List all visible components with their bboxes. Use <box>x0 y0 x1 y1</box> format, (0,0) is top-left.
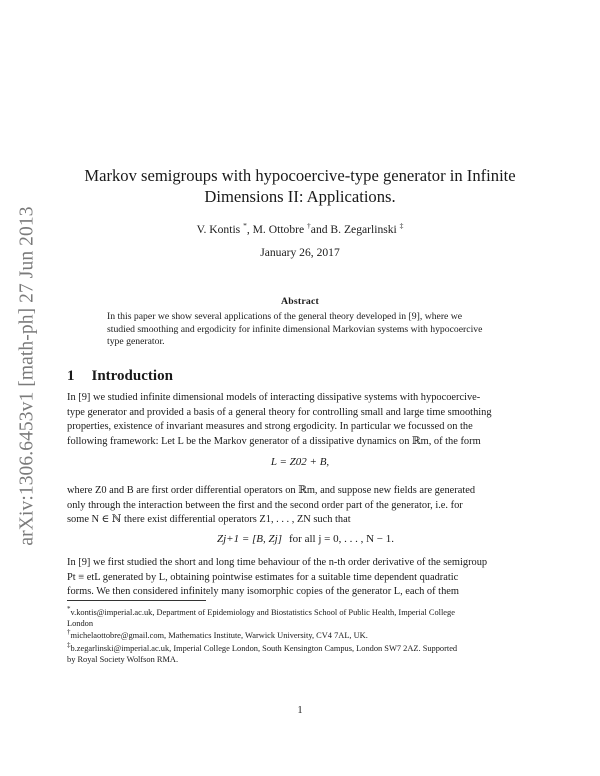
section-heading <box>67 368 173 385</box>
paragraph-line: where Z0 and B are first order differential operators on ℝm, and suppose new fields are generated <box>67 485 476 496</box>
footnote-mark: † <box>67 628 71 636</box>
footnote-line: by Royal Society Wolfson RMA. <box>67 655 179 664</box>
footnote-3 <box>67 640 533 665</box>
title-line-1: Markov semigroups with hypocoercive-type generator in Infinite <box>84 166 516 185</box>
paragraph-line: properties, existence of invariant measures and strong ergodicity. In particular we focussed on the <box>67 421 473 433</box>
author-list: V. Kontis *, M. Ottobre †and B. Zegarlinski ‡ <box>196 221 404 236</box>
footnote-1 <box>67 604 533 629</box>
paragraph-line: following framework: Let L be the Markov generator of a dissipative dynamics on ℝm, of the form <box>67 436 481 448</box>
paper-date: January 26, 2017 <box>260 246 340 259</box>
paper-title <box>67 165 533 207</box>
paragraph-line: forms. We then considered infinitely many isomorphic copies of the generator L, each of them <box>67 586 459 598</box>
abstract-heading: Abstract <box>280 296 320 307</box>
paragraph-line: only through the interaction between the first and the second order part of the generator, i.e. for <box>67 499 463 511</box>
paragraph-line: type generator and provided a basis of a general theory for controlling small and large time smoothing <box>67 406 492 418</box>
section-title: Introduction <box>91 368 173 384</box>
abstract-line: In this paper we show several applications of the general theory developed in [9], where we <box>107 311 463 322</box>
footnote-divider <box>67 600 206 601</box>
footnote-line <box>67 640 533 654</box>
footnote-line <box>67 627 533 641</box>
page-number: 1 <box>297 705 303 716</box>
abstract-line: studied smoothing and ergodicity for infinite dimensional Markovian systems with hypocoercive <box>107 323 483 335</box>
intro-paragraph-2 <box>67 484 533 528</box>
author-mark: † <box>307 221 311 230</box>
paragraph-line: some N ∈ ℕ there exist differential operators Z1, . . . , ZN such that <box>67 514 351 526</box>
footnote-text: michelaottobre@gmail.com, Mathematics Institute, Warwick University, CV4 7AL, UK. <box>70 630 368 640</box>
footnote-mark: ‡ <box>67 641 71 649</box>
abstract-text <box>107 311 499 349</box>
paragraph-line: Pt ≡ etL generated by L, obtaining pointwise estimates for a suitable time dependent quadratic <box>67 571 459 583</box>
equation-rhs: for all j = 0, . . . , N − 1. <box>289 533 394 545</box>
abstract-line: type generator. <box>107 336 165 348</box>
equation-generator: L = Z02 + B, <box>270 456 330 468</box>
title-line-2: Dimensions II: Applications. <box>204 187 396 206</box>
arxiv-stamp <box>8 186 48 566</box>
intro-paragraph-3 <box>67 556 533 600</box>
equation-lhs: Zj+1 = [B, Zj] <box>217 533 282 545</box>
footnote-mark: * <box>67 605 71 613</box>
footnote-2 <box>67 627 533 641</box>
arxiv-id: arXiv:1306.6453v1 [math-ph] 27 Jun 2013 <box>17 206 38 546</box>
footnote-line: London <box>67 619 94 628</box>
section-number: 1 <box>67 368 75 384</box>
intro-paragraph-1 <box>67 391 533 450</box>
footnote-text: v.kontis@imperial.ac.uk, Department of Epidemiology and Biostatistics School of Public Health, Imperial College <box>70 607 455 617</box>
footnote-text: b.zegarlinski@imperial.ac.uk, Imperial College London, South Kensington Campus, London SW7 2AZ. Supported <box>70 643 458 653</box>
author-mark: * <box>243 221 247 230</box>
author-mark: ‡ <box>399 221 404 230</box>
paragraph-line: In [9] we first studied the short and long time behaviour of the n-th order derivative of the semigroup <box>67 557 488 568</box>
footnote-line <box>67 604 533 618</box>
paragraph-line: In [9] we studied infinite dimensional models of interacting dissipative systems with hypocoercive- <box>67 392 481 403</box>
